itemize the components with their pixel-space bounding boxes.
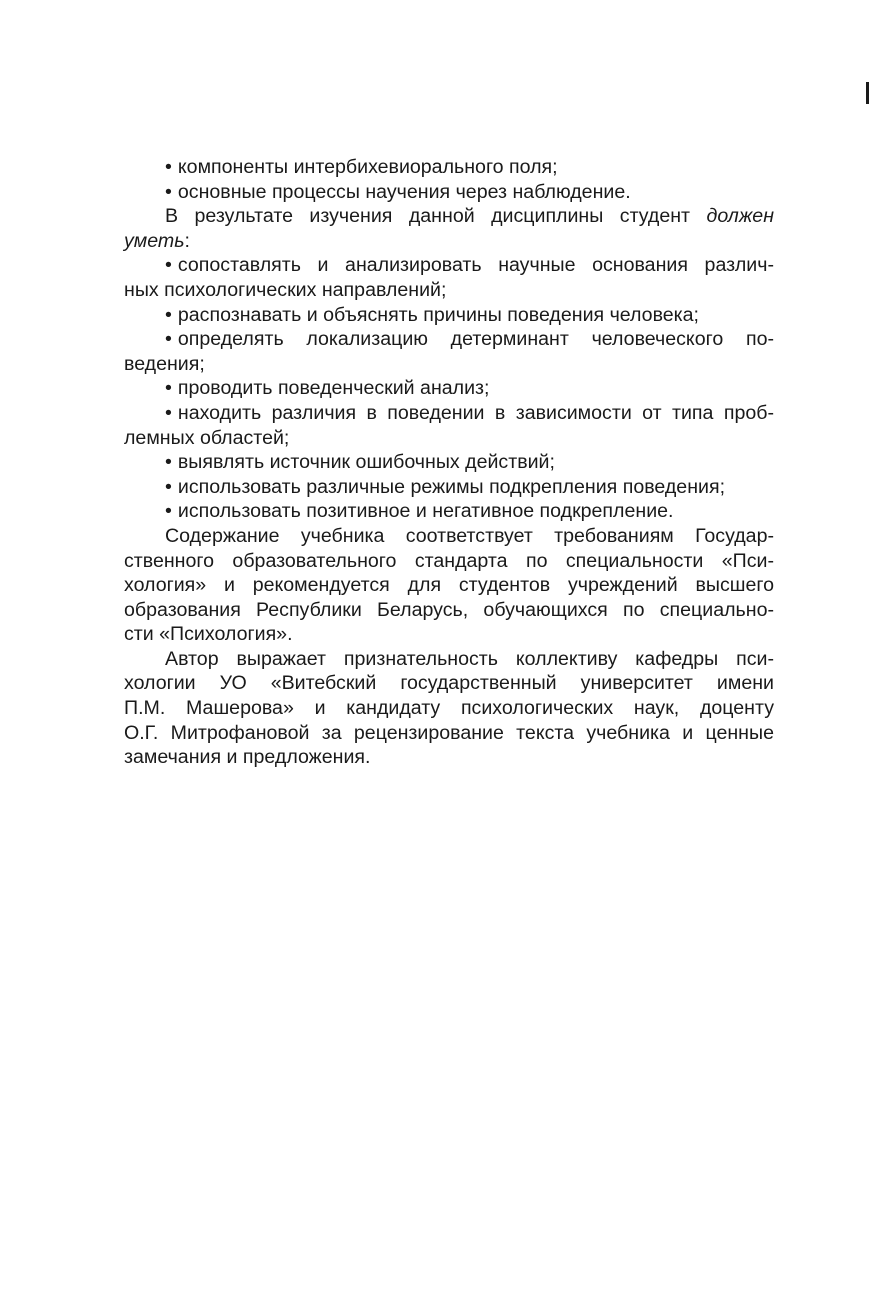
bullet-icon: • bbox=[165, 500, 172, 523]
bullet-item: • определять локализацию детерминант человеческого по- bbox=[165, 328, 774, 351]
bullet-icon: • bbox=[165, 180, 172, 203]
bullet-icon: • bbox=[165, 377, 172, 400]
bullet-item: • сопоставлять и анализировать научные основания различ- bbox=[165, 254, 774, 277]
paragraph-line: Автор выражает признательность коллективу кафедры пси- bbox=[165, 647, 774, 670]
bullet-item: • компоненты интербихевиорального поля; bbox=[165, 156, 558, 178]
paragraph-line: хологии УО «Витебский государственный университет имени bbox=[124, 672, 774, 695]
bullet-item: • проводить поведенческий анализ; bbox=[165, 377, 490, 400]
paragraph-line: уметь: bbox=[124, 229, 190, 252]
bullet-item: • основные процессы научения через наблюдение. bbox=[165, 180, 631, 203]
bullet-item: • распознавать и объяснять причины поведения человека; bbox=[165, 303, 700, 326]
bullet-item-continuation: лемных областей; bbox=[124, 426, 290, 449]
bullet-item: • находить различия в поведении в зависимости от типа проб- bbox=[165, 401, 774, 424]
bullet-icon: • bbox=[165, 451, 172, 474]
paragraph-line: П.М. Машерова» и кандидату психологических наук, доценту bbox=[124, 697, 774, 720]
body-text bbox=[124, 155, 774, 770]
paragraph-line: О.Г. Митрофановой за рецензирование текста учебника и ценные bbox=[124, 721, 774, 744]
bullet-icon: • bbox=[165, 303, 172, 326]
bullet-item: • использовать позитивное и негативное подкрепление. bbox=[165, 500, 674, 523]
paragraph-line: образования Республики Беларусь, обучающихся по специально- bbox=[124, 598, 774, 621]
paragraph-line: сти «Психология». bbox=[124, 623, 293, 646]
bullet-icon: • bbox=[165, 328, 172, 351]
bullet-item-continuation: ведения; bbox=[124, 352, 205, 375]
bullet-item: • выявлять источник ошибочных действий; bbox=[165, 451, 555, 474]
paragraph-line: хология» и рекомендуется для студентов учреждений высшего bbox=[124, 574, 774, 597]
paragraph-line: В результате изучения данной дисциплины студент должен bbox=[165, 205, 774, 228]
bullet-icon: • bbox=[165, 156, 172, 178]
paragraph-line: Содержание учебника соответствует требованиям Государ- bbox=[165, 524, 774, 547]
paragraph-line: ственного образовательного стандарта по специальности «Пси- bbox=[124, 549, 774, 572]
bullet-item: • использовать различные режимы подкрепления поведения; bbox=[165, 475, 726, 498]
bullet-icon: • bbox=[165, 475, 172, 498]
bullet-icon: • bbox=[165, 401, 172, 424]
bullet-item-continuation: ных психологических направлений; bbox=[124, 278, 447, 301]
paragraph-line: замечания и предложения. bbox=[124, 746, 371, 769]
bullet-icon: • bbox=[165, 254, 172, 277]
